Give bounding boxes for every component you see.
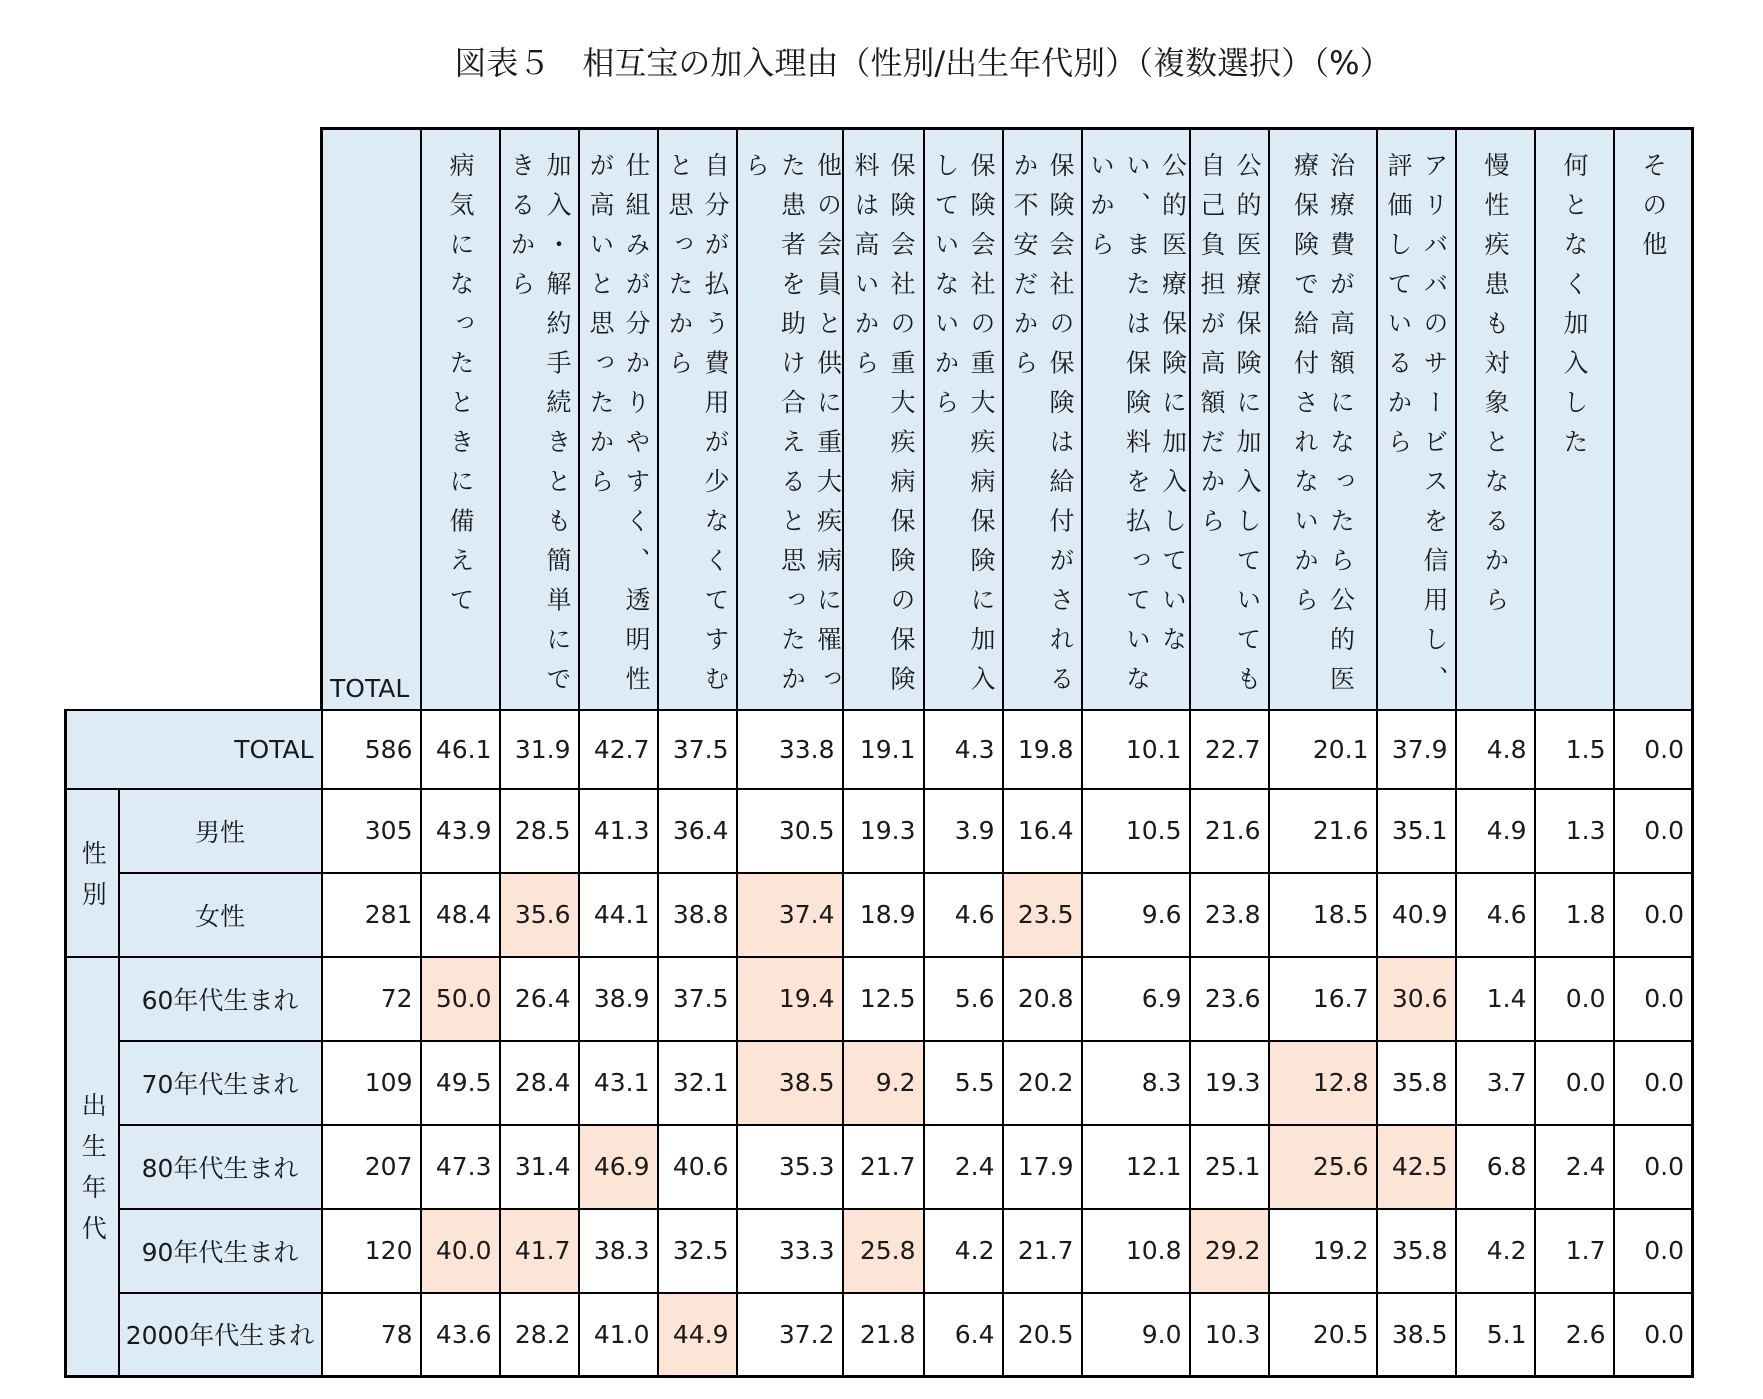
cell-value: 6.4 (924, 1293, 1003, 1377)
cell-value-highlighted: 23.5 (1003, 873, 1082, 957)
row-label: 90年代生まれ (119, 1209, 322, 1293)
column-header (1003, 129, 1082, 710)
cell-value: 38.5 (1377, 1293, 1456, 1377)
column-header (658, 129, 737, 710)
cell-value: 0.0 (1614, 1041, 1693, 1125)
cell-value: 33.3 (737, 1209, 843, 1293)
cell-total: 72 (322, 957, 421, 1041)
column-header-label: 公的医療保険に加入していても自己負担が高額だから (1197, 152, 1262, 705)
cell-value: 4.8 (1456, 710, 1535, 789)
cell-total: 78 (322, 1293, 421, 1377)
cell-value: 4.2 (1456, 1209, 1535, 1293)
cell-value-highlighted: 35.6 (500, 873, 579, 957)
cell-value: 4.9 (1456, 789, 1535, 873)
cell-value: 21.8 (843, 1293, 924, 1377)
cell-value: 49.5 (421, 1041, 500, 1125)
cell-value: 43.1 (579, 1041, 658, 1125)
cell-value: 26.4 (500, 957, 579, 1041)
column-header-label: 保険会社の保険は給付がされるか不安だから (1010, 152, 1075, 705)
cell-value: 0.0 (1535, 1041, 1614, 1125)
cell-value: 23.8 (1190, 873, 1269, 957)
cell-value: 2.6 (1535, 1293, 1614, 1377)
group-label-cell (66, 789, 119, 957)
cell-value: 20.8 (1003, 957, 1082, 1041)
cell-value-highlighted: 50.0 (421, 957, 500, 1041)
header-row (66, 129, 1693, 710)
table-body (66, 710, 1693, 1377)
cell-value: 35.3 (737, 1125, 843, 1209)
column-header (1082, 129, 1190, 710)
cell-value: 1.7 (1535, 1209, 1614, 1293)
cell-value: 42.7 (579, 710, 658, 789)
cell-value-highlighted: 37.4 (737, 873, 843, 957)
cell-value: 22.7 (1190, 710, 1269, 789)
row-label: 70年代生まれ (119, 1041, 322, 1125)
cell-value: 19.3 (1190, 1041, 1269, 1125)
cell-value: 41.3 (579, 789, 658, 873)
cell-value: 18.5 (1269, 873, 1377, 957)
cell-value: 17.9 (1003, 1125, 1082, 1209)
cell-value: 37.5 (658, 957, 737, 1041)
column-header (1269, 129, 1377, 710)
cell-total: 281 (322, 873, 421, 957)
cell-value: 2.4 (1535, 1125, 1614, 1209)
cell-value: 35.8 (1377, 1041, 1456, 1125)
cell-value: 46.1 (421, 710, 500, 789)
cell-value: 16.7 (1269, 957, 1377, 1041)
cell-value: 20.1 (1269, 710, 1377, 789)
cell-value: 4.6 (924, 873, 1003, 957)
cell-value-highlighted: 41.7 (500, 1209, 579, 1293)
cell-value-highlighted: 42.5 (1377, 1125, 1456, 1209)
cell-value: 20.5 (1269, 1293, 1377, 1377)
row-label: 60年代生まれ (119, 957, 322, 1041)
cell-value: 18.9 (843, 873, 924, 957)
column-header-label: 病気になったときに備えて (446, 152, 475, 626)
cell-total: 305 (322, 789, 421, 873)
cell-value: 1.5 (1535, 710, 1614, 789)
cell-value-highlighted: 25.6 (1269, 1125, 1377, 1209)
column-header (421, 129, 500, 710)
cell-value: 10.5 (1082, 789, 1190, 873)
cell-value: 32.5 (658, 1209, 737, 1293)
column-header-label: アリババのサービスを信用し、評価しているから (1384, 152, 1449, 705)
cell-value-highlighted: 30.6 (1377, 957, 1456, 1041)
cell-value: 0.0 (1614, 710, 1693, 789)
column-header (1535, 129, 1614, 710)
cell-total: 207 (322, 1125, 421, 1209)
cell-value: 21.6 (1269, 789, 1377, 873)
column-header-label: 自分が払う費用が少なくてすむと思ったから (665, 152, 730, 705)
cell-value-highlighted: 46.9 (579, 1125, 658, 1209)
cell-total: 109 (322, 1041, 421, 1125)
cell-value: 4.6 (1456, 873, 1535, 957)
cell-value: 37.2 (737, 1293, 843, 1377)
cell-value: 23.6 (1190, 957, 1269, 1041)
column-header (1614, 129, 1693, 710)
cell-value: 5.6 (924, 957, 1003, 1041)
cell-value: 32.1 (658, 1041, 737, 1125)
cell-value: 9.0 (1082, 1293, 1190, 1377)
cell-value-highlighted: 25.8 (843, 1209, 924, 1293)
cell-value-highlighted: 44.9 (658, 1293, 737, 1377)
cell-value: 10.3 (1190, 1293, 1269, 1377)
cell-value: 10.1 (1082, 710, 1190, 789)
cell-value: 41.0 (579, 1293, 658, 1377)
column-header (737, 129, 843, 710)
cell-value: 0.0 (1614, 957, 1693, 1041)
cell-value: 21.7 (843, 1125, 924, 1209)
table-row (66, 1125, 1693, 1209)
cell-value: 19.3 (843, 789, 924, 873)
cell-value: 43.9 (421, 789, 500, 873)
column-header-label: 何となく加入した (1560, 152, 1589, 468)
cell-value: 38.3 (579, 1209, 658, 1293)
cell-value: 0.0 (1614, 1293, 1693, 1377)
cell-value: 5.5 (924, 1041, 1003, 1125)
cell-value: 12.5 (843, 957, 924, 1041)
cell-value: 10.8 (1082, 1209, 1190, 1293)
column-header-total (322, 129, 421, 710)
cell-value-highlighted: 40.0 (421, 1209, 500, 1293)
column-header (1456, 129, 1535, 710)
cell-value: 9.6 (1082, 873, 1190, 957)
cell-value-highlighted: 12.8 (1269, 1041, 1377, 1125)
table-row (66, 1209, 1693, 1293)
row-label: 女性 (119, 873, 322, 957)
cell-value: 21.6 (1190, 789, 1269, 873)
cell-value: 38.9 (579, 957, 658, 1041)
cell-value: 4.2 (924, 1209, 1003, 1293)
table-row (66, 873, 1693, 957)
table-row (66, 789, 1693, 873)
cell-value: 28.2 (500, 1293, 579, 1377)
row-label: 2000年代生まれ (119, 1293, 322, 1377)
cell-value: 8.3 (1082, 1041, 1190, 1125)
cell-value: 21.7 (1003, 1209, 1082, 1293)
column-header-label: 加入・解約手続きとも簡単にできるから (507, 152, 572, 705)
cell-total: 120 (322, 1209, 421, 1293)
cell-value: 48.4 (421, 873, 500, 957)
cell-value-highlighted: 9.2 (843, 1041, 924, 1125)
cell-value: 5.1 (1456, 1293, 1535, 1377)
row-label: 男性 (119, 789, 322, 873)
group-label: 性別 (78, 839, 108, 922)
row-label: TOTAL (66, 710, 322, 789)
cell-value: 44.1 (579, 873, 658, 957)
cell-value: 40.6 (658, 1125, 737, 1209)
cell-value: 19.1 (843, 710, 924, 789)
cell-value: 3.9 (924, 789, 1003, 873)
cell-value: 30.5 (737, 789, 843, 873)
column-header-label: その他 (1638, 152, 1668, 271)
cell-value: 38.8 (658, 873, 737, 957)
cell-value: 3.7 (1456, 1041, 1535, 1125)
group-label-cell (66, 957, 119, 1377)
table-row (66, 1041, 1693, 1125)
column-header-label: 保険会社の重大疾病保険の保険料は高いから (851, 152, 916, 705)
cell-value: 31.4 (500, 1125, 579, 1209)
column-header-label: 公的医療保険に加入していない、または保険料を払っていないから (1086, 152, 1188, 705)
cell-value: 25.1 (1190, 1125, 1269, 1209)
group-label: 出生年代 (78, 1092, 108, 1257)
figure-title: 図表５ 相互宝の加入理由（性別/出生年代別）（複数選択）（%） (454, 44, 1392, 82)
cell-value: 35.8 (1377, 1209, 1456, 1293)
cell-value: 0.0 (1614, 1125, 1693, 1209)
cell-value: 35.1 (1377, 789, 1456, 873)
cell-value: 6.8 (1456, 1125, 1535, 1209)
column-header (1190, 129, 1269, 710)
cell-value-highlighted: 19.4 (737, 957, 843, 1041)
column-header-label: 保険会社の重大疾病保険に加入していないから (931, 152, 996, 705)
cell-value: 28.4 (500, 1041, 579, 1125)
table-row (66, 1293, 1693, 1377)
column-header (579, 129, 658, 710)
row-label: 80年代生まれ (119, 1125, 322, 1209)
cell-value: 37.9 (1377, 710, 1456, 789)
cell-value: 20.5 (1003, 1293, 1082, 1377)
column-header (1377, 129, 1456, 710)
cell-value: 33.8 (737, 710, 843, 789)
cell-value: 20.2 (1003, 1041, 1082, 1125)
cell-value: 6.9 (1082, 957, 1190, 1041)
table-row (66, 957, 1693, 1041)
corner-blank (66, 129, 322, 710)
column-header-label: 慢性疾患も対象となるから (1481, 152, 1510, 626)
column-header-label: 治療費が高額になったら公的医療保険で給付されないから (1290, 152, 1356, 705)
cell-value: 4.3 (924, 710, 1003, 789)
cell-value: 31.9 (500, 710, 579, 789)
cell-value: 19.8 (1003, 710, 1082, 789)
cell-value: 1.3 (1535, 789, 1614, 873)
cell-value: 16.4 (1003, 789, 1082, 873)
cell-value: 0.0 (1614, 789, 1693, 873)
cell-value: 0.0 (1614, 1209, 1693, 1293)
cell-total: 586 (322, 710, 421, 789)
cell-value-highlighted: 38.5 (737, 1041, 843, 1125)
column-header-label: TOTAL (330, 673, 410, 703)
cell-value: 28.5 (500, 789, 579, 873)
table-row (66, 710, 1693, 789)
cell-value: 0.0 (1535, 957, 1614, 1041)
cell-value-highlighted: 29.2 (1190, 1209, 1269, 1293)
cell-value: 47.3 (421, 1125, 500, 1209)
cell-value: 0.0 (1614, 873, 1693, 957)
column-header-label: 仕組みが分かりやすく、透明性が高いと思ったから (586, 152, 651, 705)
column-header-label: 他の会員と供に重大疾病に罹った患者を助け合えると思ったから (741, 152, 843, 705)
data-table (64, 127, 1694, 1378)
cell-value: 37.5 (658, 710, 737, 789)
cell-value: 40.9 (1377, 873, 1456, 957)
cell-value: 1.8 (1535, 873, 1614, 957)
column-header (500, 129, 579, 710)
cell-value: 36.4 (658, 789, 737, 873)
cell-value: 19.2 (1269, 1209, 1377, 1293)
cell-value: 2.4 (924, 1125, 1003, 1209)
cell-value: 43.6 (421, 1293, 500, 1377)
cell-value: 12.1 (1082, 1125, 1190, 1209)
column-header (843, 129, 924, 710)
cell-value: 1.4 (1456, 957, 1535, 1041)
column-header (924, 129, 1003, 710)
